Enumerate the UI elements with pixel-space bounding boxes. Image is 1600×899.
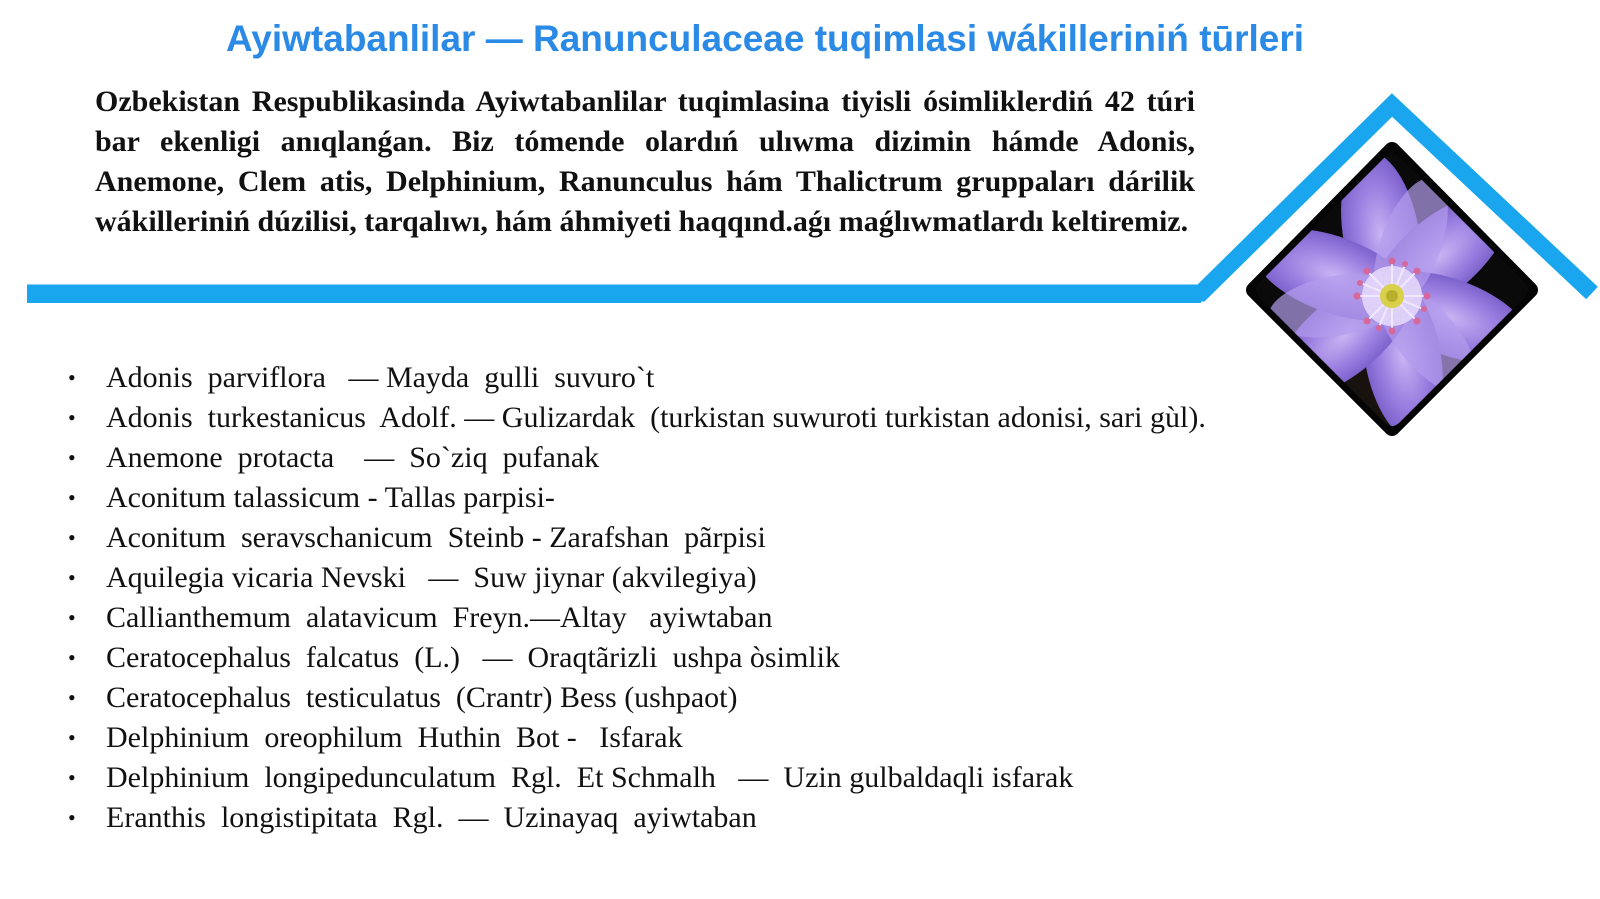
bullet-icon: • — [68, 565, 76, 590]
intro-paragraph: Ozbekistan Respublikasinda Ayiwtabanlilar tuqimlasina tiyisli ósimliklerdiń 42 túri bar ekenligi anıqlanǵan. Biz tómende olardıń ulıwma dizimin hámde Adonis, Anemone, Clem atis, Delphinium, Ranunculus hám Thalictrum gruppaları dárilik wákilleriniń dúzilisi, tarqalıwı, hám áhmiyeti haqqınd.aǵı maǵlıwmatlardı keltiremiz. — [95, 85, 1195, 238]
bullet-icon: • — [68, 605, 76, 630]
species-entry: Anemone protacta — So`ziq pufanak — [106, 441, 600, 474]
list-item — [68, 438, 1206, 478]
list-item — [68, 638, 1206, 678]
species-entry: Adonis parviflora — Mayda gulli suvuro`t — [106, 361, 655, 394]
bullet-icon: • — [68, 645, 76, 670]
species-entry: Aquilegia vicaria Nevski — Suw jiynar (akvilegiya) — [106, 561, 757, 594]
species-entry: Ceratocephalus testiculatus (Crantr) Bess (ushpaot) — [106, 681, 738, 714]
list-item — [68, 598, 1206, 638]
bullet-icon: • — [68, 765, 76, 790]
bullet-icon: • — [68, 445, 76, 470]
species-entry: Delphinium longipedunculatum Rgl. Et Schmalh — Uzin gulbaldaqli isfarak — [106, 761, 1074, 794]
slide-title: Ayiwtabanlilar — Ranunculaceae tuqimlasi wákilleriniń tūrleri — [225, 18, 1305, 59]
list-item — [68, 718, 1206, 758]
list-item — [68, 678, 1206, 718]
bullet-icon: • — [68, 685, 76, 710]
list-item — [68, 478, 1206, 518]
bullet-icon: • — [68, 725, 76, 750]
list-item — [68, 758, 1206, 798]
species-entry: Aconitum talassicum - Tallas parpisi- — [106, 481, 555, 514]
accent-line-base — [27, 286, 1201, 303]
list-item — [68, 398, 1206, 438]
species-entry: Aconitum seravschanicum Steinb - Zarafshan pãrpisi — [106, 521, 766, 554]
list-item — [68, 798, 1206, 838]
species-entry: Callianthemum alatavicum Freyn.—Altay ayiwtaban — [106, 601, 773, 634]
species-entry: Eranthis longistipitata Rgl. — Uzinayaq ayiwtaban — [106, 801, 757, 834]
bullet-icon: • — [68, 485, 76, 510]
species-list — [68, 358, 1206, 838]
bullet-icon: • — [68, 805, 76, 830]
list-item — [68, 518, 1206, 558]
species-entry: Ceratocephalus falcatus (L.) — Oraqtãrizli ushpa òsimlik — [106, 641, 840, 674]
bullet-icon: • — [68, 365, 76, 390]
list-item — [68, 558, 1206, 598]
hepatica-flower-photo — [1242, 146, 1542, 447]
list-item — [68, 358, 1206, 398]
species-entry: Adonis turkestanicus Adolf. — Gulizardak (turkistan suwuroti turkistan adonisi, sari gùl). — [106, 401, 1206, 434]
species-entry: Delphinium oreophilum Huthin Bot - Isfarak — [106, 721, 683, 754]
bullet-icon: • — [68, 525, 76, 550]
bullet-icon: • — [68, 405, 76, 430]
